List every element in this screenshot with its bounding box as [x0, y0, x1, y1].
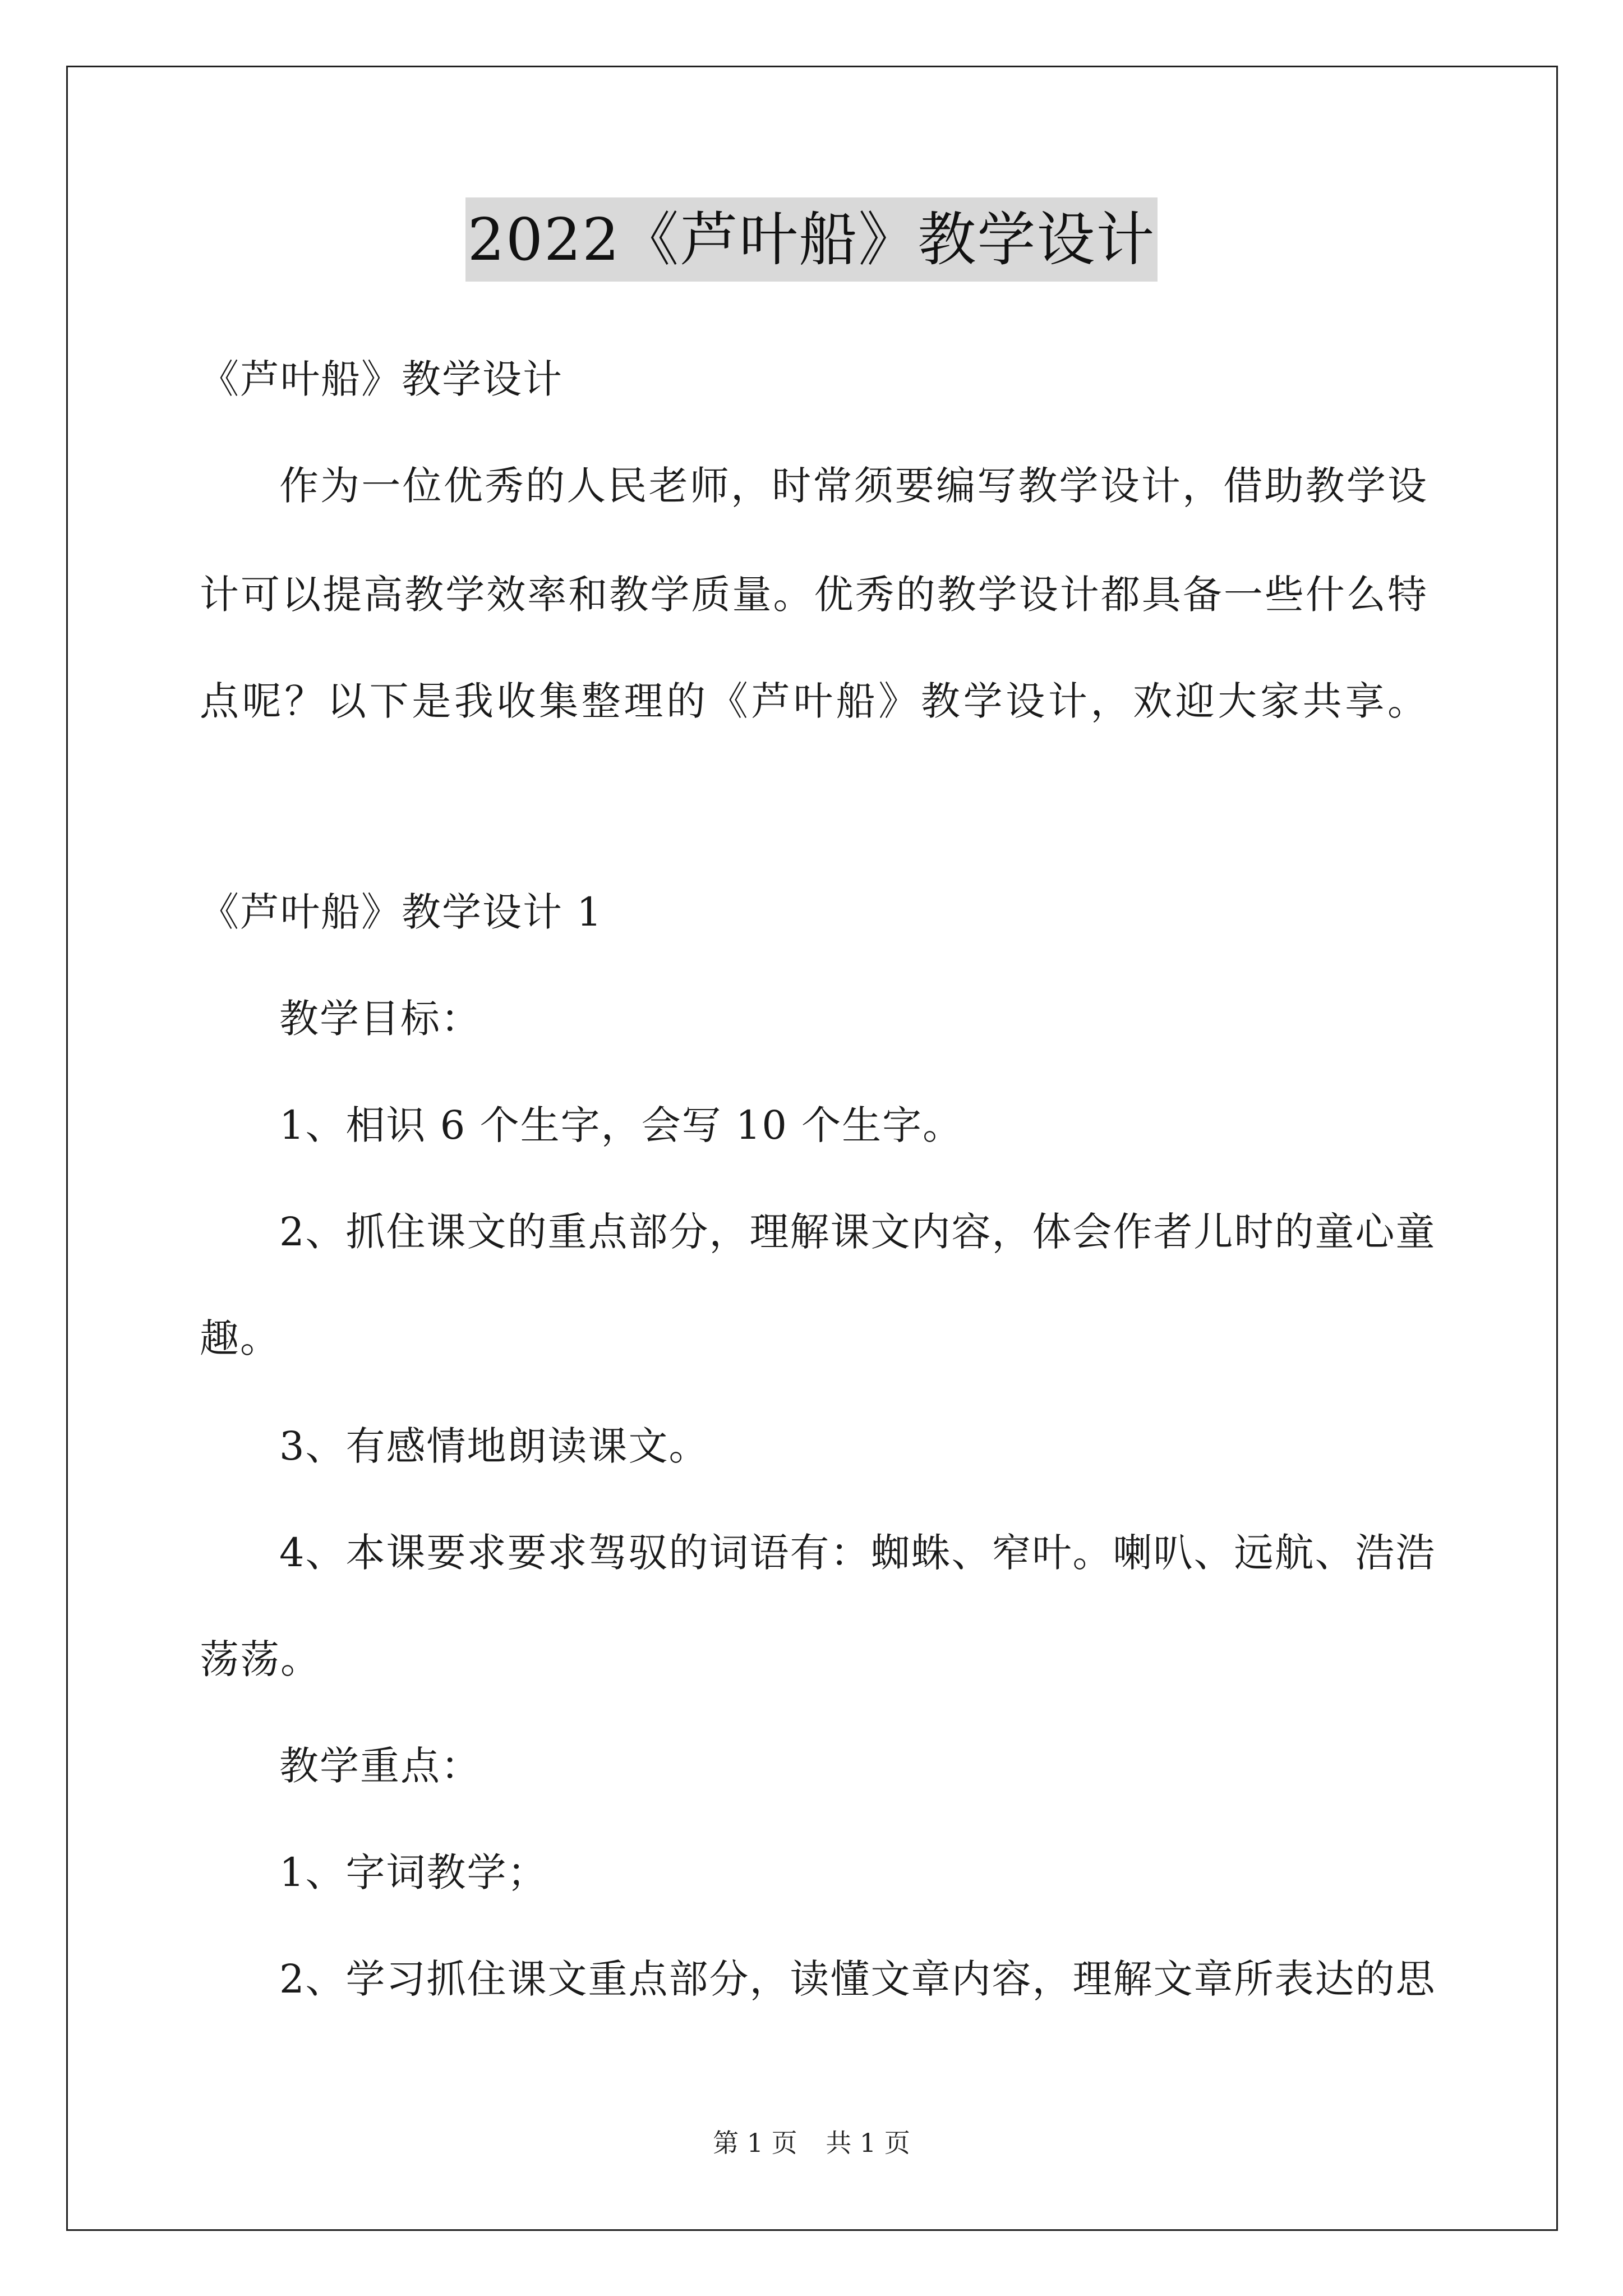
focus-1: 1、字词教学； — [279, 1849, 548, 1895]
section-heading: 《芦叶船》教学设计 1 — [200, 889, 603, 935]
goal-3: 3、有感情地朗读课文。 — [279, 1423, 709, 1469]
goals-heading: 教学目标： — [279, 996, 481, 1042]
page-footer — [0, 2126, 1623, 2160]
page-total: 共 1 页 — [826, 2128, 910, 2158]
goal-2-line-2: 趣。 — [200, 1315, 280, 1361]
goal-2-line-1: 2、抓住课文的重点部分，理解课文内容，体会作者儿时的童心童 — [279, 1209, 1436, 1255]
focus-2-line-1: 2、学习抓住课文重点部分，读懂文章内容，理解文章所表达的思 — [279, 1956, 1436, 2002]
focus-heading: 教学重点： — [279, 1743, 481, 1789]
goal-4-line-2: 荡荡。 — [200, 1636, 321, 1682]
intro-line-1: 作为一位优秀的人民老师，时常须要编写教学设计，借助教学设 — [279, 463, 1428, 509]
subtitle: 《芦叶船》教学设计 — [200, 356, 563, 402]
intro-line-2: 计可以提高教学效率和教学质量。优秀的教学设计都具备一些什么特 — [200, 572, 1428, 618]
document-title: 2022《芦叶船》教学设计 — [465, 197, 1158, 282]
page-number: 第 1 页 — [713, 2128, 797, 2158]
goal-4-line-1: 4、本课要求要求驾驭的词语有：蜘蛛、窄叶。喇叭、远航、浩浩 — [279, 1530, 1436, 1576]
intro-line-3: 点呢？以下是我收集整理的《芦叶船》教学设计，欢迎大家共享。 — [200, 678, 1428, 724]
title-wrap — [0, 197, 1623, 282]
goal-1: 1、相识 6 个生字，会写 10 个生字。 — [279, 1102, 963, 1148]
